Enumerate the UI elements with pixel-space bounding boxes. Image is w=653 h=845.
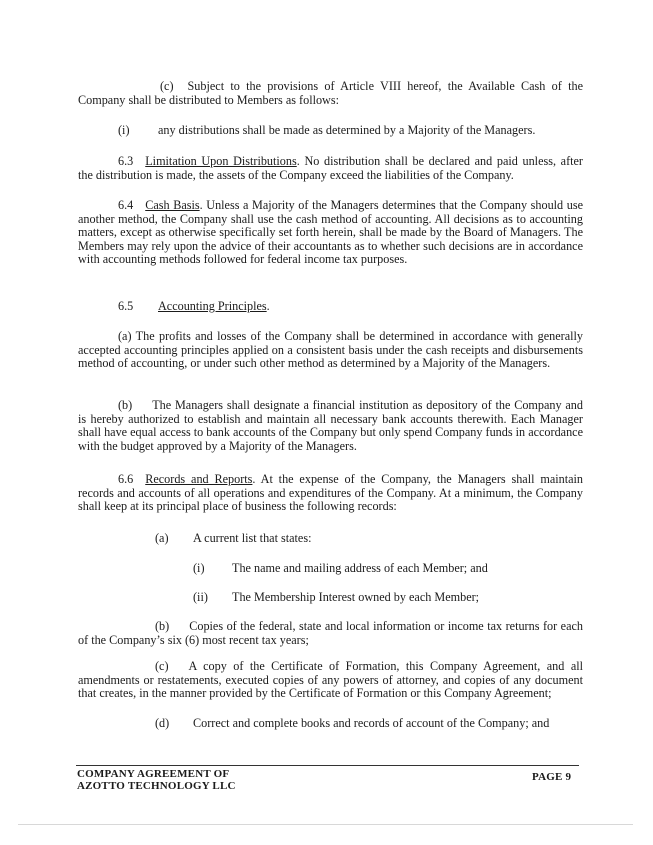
section-6-5-number: 6.5 (118, 299, 134, 313)
records-a-i-text: The name and mailing address of each Member; and (232, 561, 488, 575)
footer-rule (76, 765, 579, 766)
section-6-4-number: 6.4 (118, 198, 134, 212)
section-6-5-b-text: The Managers shall designate a financial institution as depository of the Company and is hereby authorized to establish and maintain all necessary bank accounts therewith. Each Manager shall have equal access to bank accounts of the Company but only spend Company funds in accordance with the budget approved by a Majority of the Managers. (78, 398, 583, 453)
section-6-4-text: . Unless a Majority of the Managers determines that the Company should use another method, the Company shall use the cash method of accounting. All decisions as to accounting matters, except as otherwise specifically set forth herein, shall be made by the Board of Managers. The Members may rely upon the advice of their accountants as to whether such decisions are in accordance with accounting methods followed for federal income tax purposes. (78, 198, 583, 267)
paragraph-c-text: Subject to the provisions of Article VIII hereof, the Available Cash of the Company shall be distributed to Members as follows: (78, 79, 583, 107)
records-b-text: Copies of the federal, state and local information or income tax returns for each of the Company’s six (6) most recent tax years; (78, 619, 583, 647)
paragraph-c-i-label: (i) (118, 123, 130, 137)
records-c-text: A copy of the Certificate of Formation, this Company Agreement, and all amendments or restatements, executed copies of any powers of attorney, and copies of any document that creates, in the manner provided by the Certificate of Formation or this Company Agreement; (78, 659, 583, 701)
records-a-ii-label: (ii) (193, 590, 208, 604)
section-6-5-period: . (266, 299, 270, 313)
section-6-3 (78, 155, 583, 182)
section-6-6 (78, 473, 583, 514)
section-6-4 (78, 199, 583, 267)
footer-company-name: AZOTTO TECHNOLOGY LLC (77, 780, 236, 792)
records-c (78, 660, 583, 701)
section-6-5-heading: Accounting Principles (158, 299, 267, 313)
section-6-3-number: 6.3 (118, 154, 134, 168)
scan-edge-line (18, 824, 633, 825)
records-a-ii-text: The Membership Interest owned by each Member; (232, 590, 480, 604)
records-b (78, 620, 583, 647)
section-6-6-text: . At the expense of the Company, the Managers shall maintain records and accounts of all operations and expenditures of the Company. At a minimum, the Company shall keep at its principal place of business the following records: (78, 472, 583, 514)
section-6-5-a-text: (a) The profits and losses of the Company shall be determined in accordance with generally accepted accounting principles applied on a consistent basis under the cash receipts and disbursements method of accounting, or under such other method as determined by a Majority of the Managers. (78, 329, 583, 371)
records-b-label: (b) (155, 619, 170, 633)
section-6-3-heading: Limitation Upon Distributions (145, 154, 297, 168)
section-6-5-a (78, 330, 583, 371)
section-6-4-heading: Cash Basis (145, 198, 200, 212)
section-6-5-b-label: (b) (118, 398, 133, 412)
records-d-label: (d) (155, 716, 170, 730)
paragraph-c-label: (c) (160, 79, 174, 93)
section-6-5-title (158, 299, 270, 313)
records-a-text: A current list that states: (193, 531, 312, 545)
paragraph-c-i-text: any distributions shall be made as determined by a Majority of the Managers. (158, 123, 536, 137)
footer-page-number: PAGE 9 (532, 771, 572, 783)
footer-agreement-title: COMPANY AGREEMENT OF (77, 768, 230, 780)
section-6-5-b (78, 399, 583, 453)
section-6-6-number: 6.6 (118, 472, 134, 486)
paragraph-c-available-cash (78, 80, 583, 107)
records-a-i-label: (i) (193, 561, 205, 575)
records-d-text: Correct and complete books and records of account of the Company; and (193, 716, 550, 730)
records-c-label: (c) (155, 659, 169, 673)
records-a-label: (a) (155, 531, 169, 545)
section-6-6-heading: Records and Reports (145, 472, 253, 486)
section-6-3-text: . No distribution shall be declared and paid unless, after the distribution is made, the assets of the Company exceed the liabilities of the Company. (78, 154, 583, 182)
